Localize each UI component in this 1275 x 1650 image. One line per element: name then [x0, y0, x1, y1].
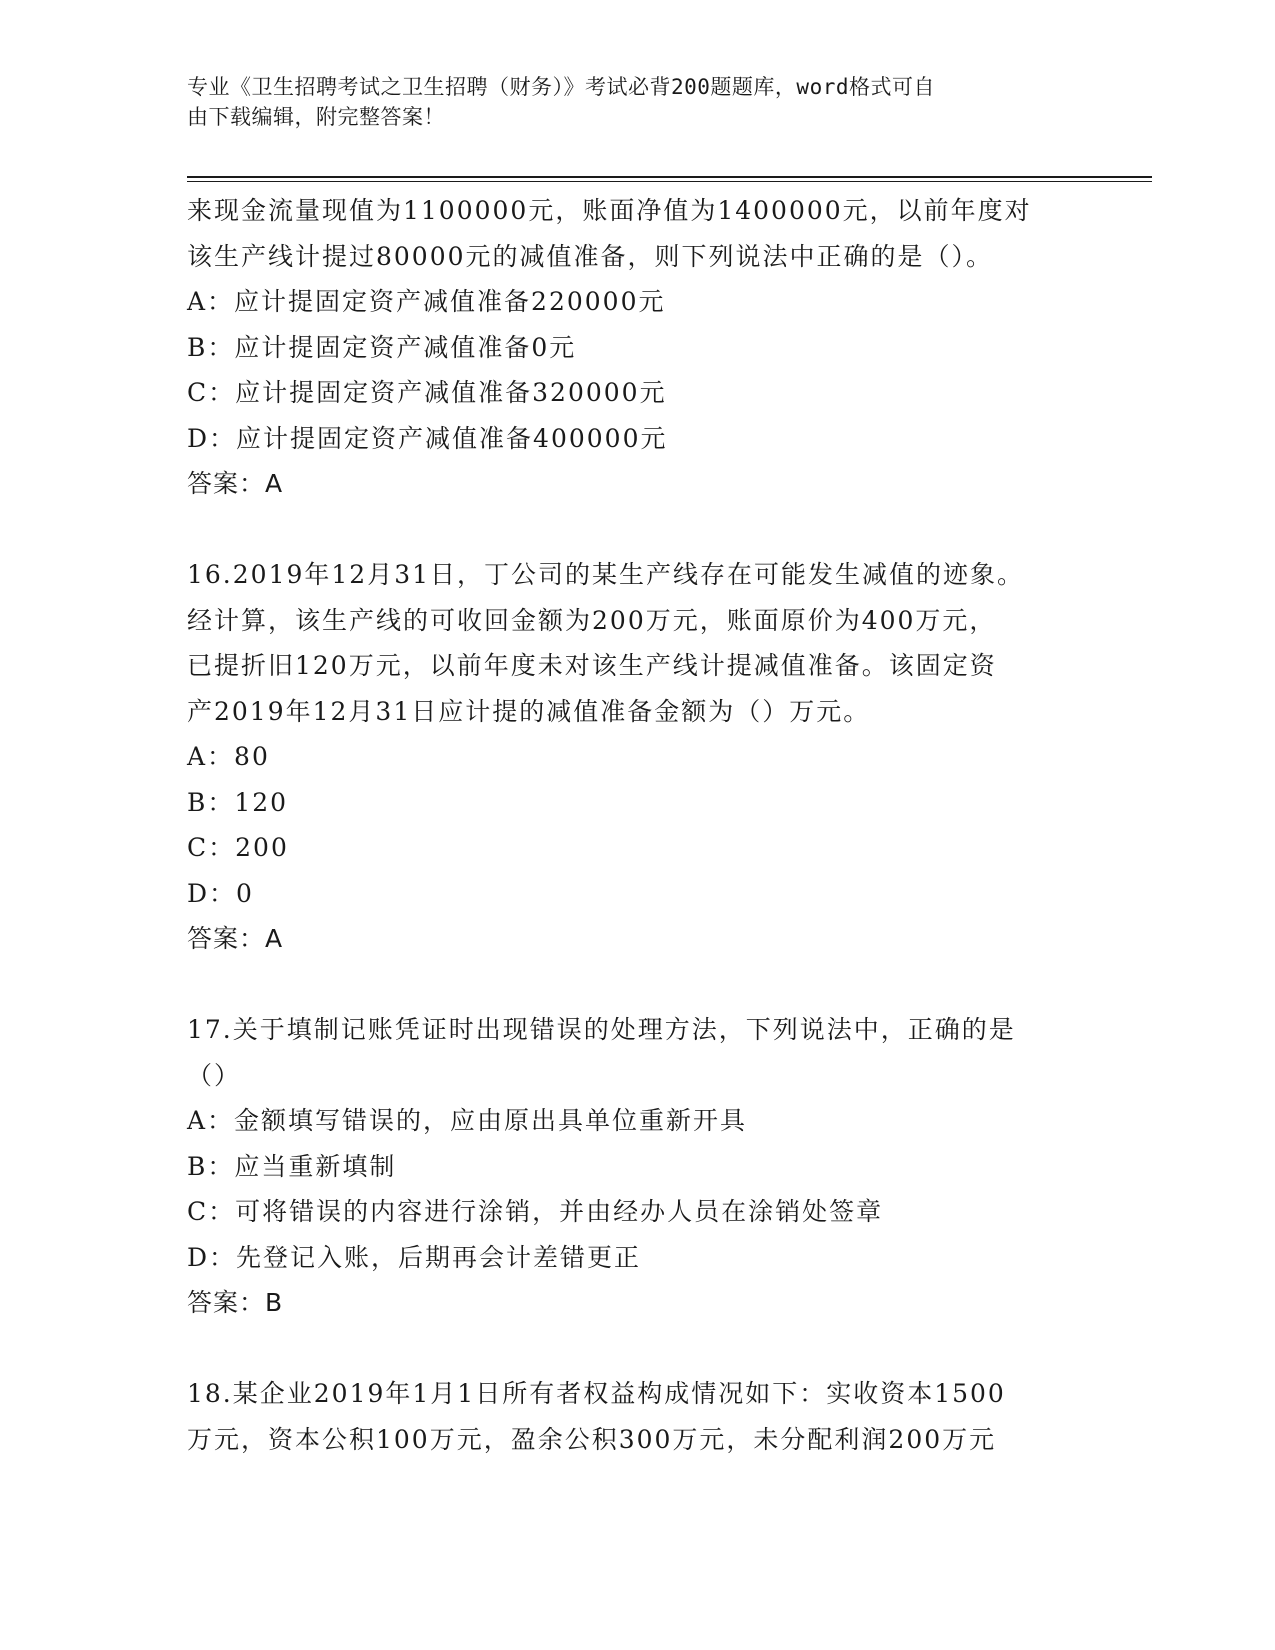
- option-b: B：应计提固定资产减值准备0元: [187, 332, 577, 362]
- option-d: D：0: [187, 878, 254, 908]
- question-15: [187, 188, 1087, 507]
- question-spacer: [187, 1326, 1087, 1372]
- option-b: B：应当重新填制: [187, 1151, 397, 1181]
- option-c: C：应计提固定资产减值准备320000元: [187, 378, 667, 407]
- option-a: A：80: [187, 742, 270, 771]
- question-stem-line: 16.2019年12月31日，丁公司的某生产线存在可能发生减值的迹象。: [187, 560, 1025, 589]
- question-stem-line: 经计算，该生产线的可收回金额为200万元，账面原价为400万元，: [187, 605, 997, 635]
- answer-label: 答案：B: [187, 1288, 284, 1317]
- question-stem-line: 已提折旧120万元，以前年度未对该生产线计提减值准备。该固定资: [187, 651, 997, 680]
- question-spacer: [187, 962, 1087, 1008]
- answer-label: 答案：A: [187, 469, 284, 498]
- option-d: D：先登记入账，后期再会计差错更正: [187, 1242, 642, 1272]
- option-b: B：120: [187, 787, 289, 817]
- question-18: [187, 1371, 1087, 1462]
- header-divider-thick: [187, 176, 1152, 178]
- option-c: C：可将错误的内容进行涂销，并由经办人员在涂销处签章: [187, 1197, 884, 1226]
- question-stem-line: 17.关于填制记账凭证时出现错误的处理方法，下列说法中，正确的是: [187, 1015, 1016, 1044]
- question-stem-line: 该生产线计提过80000元的减值准备，则下列说法中正确的是（）。: [187, 241, 994, 271]
- header-title-line-1: 专业《卫生招聘考试之卫生招聘（财务）》考试必背200题题库，word格式可自: [187, 75, 935, 99]
- option-a: A：应计提固定资产减值准备220000元: [187, 287, 666, 316]
- question-16: [187, 552, 1087, 962]
- question-list: [187, 188, 1087, 1462]
- question-17: [187, 1007, 1087, 1326]
- question-stem-line: 18.某企业2019年1月1日所有者权益构成情况如下：实收资本1500: [187, 1379, 1006, 1408]
- question-stem-line: （）: [187, 1060, 242, 1090]
- question-stem-line: 来现金流量现值为1100000元，账面净值为1400000元，以前年度对: [187, 196, 1032, 225]
- question-stem-line: 万元，资本公积100万元，盈余公积300万元，未分配利润200万元: [187, 1424, 997, 1454]
- page-header: [187, 72, 1067, 132]
- question-spacer: [187, 507, 1087, 553]
- option-c: C：200: [187, 833, 289, 862]
- option-a: A：金额填写错误的，应由原出具单位重新开具: [187, 1106, 748, 1135]
- option-d: D：应计提固定资产减值准备400000元: [187, 423, 668, 453]
- header-title-line-2: 由下载编辑，附完整答案！: [187, 105, 445, 129]
- answer-label: 答案：A: [187, 924, 284, 953]
- question-stem-line: 产2019年12月31日应计提的减值准备金额为（）万元。: [187, 696, 871, 726]
- header-divider-thin: [187, 181, 1152, 182]
